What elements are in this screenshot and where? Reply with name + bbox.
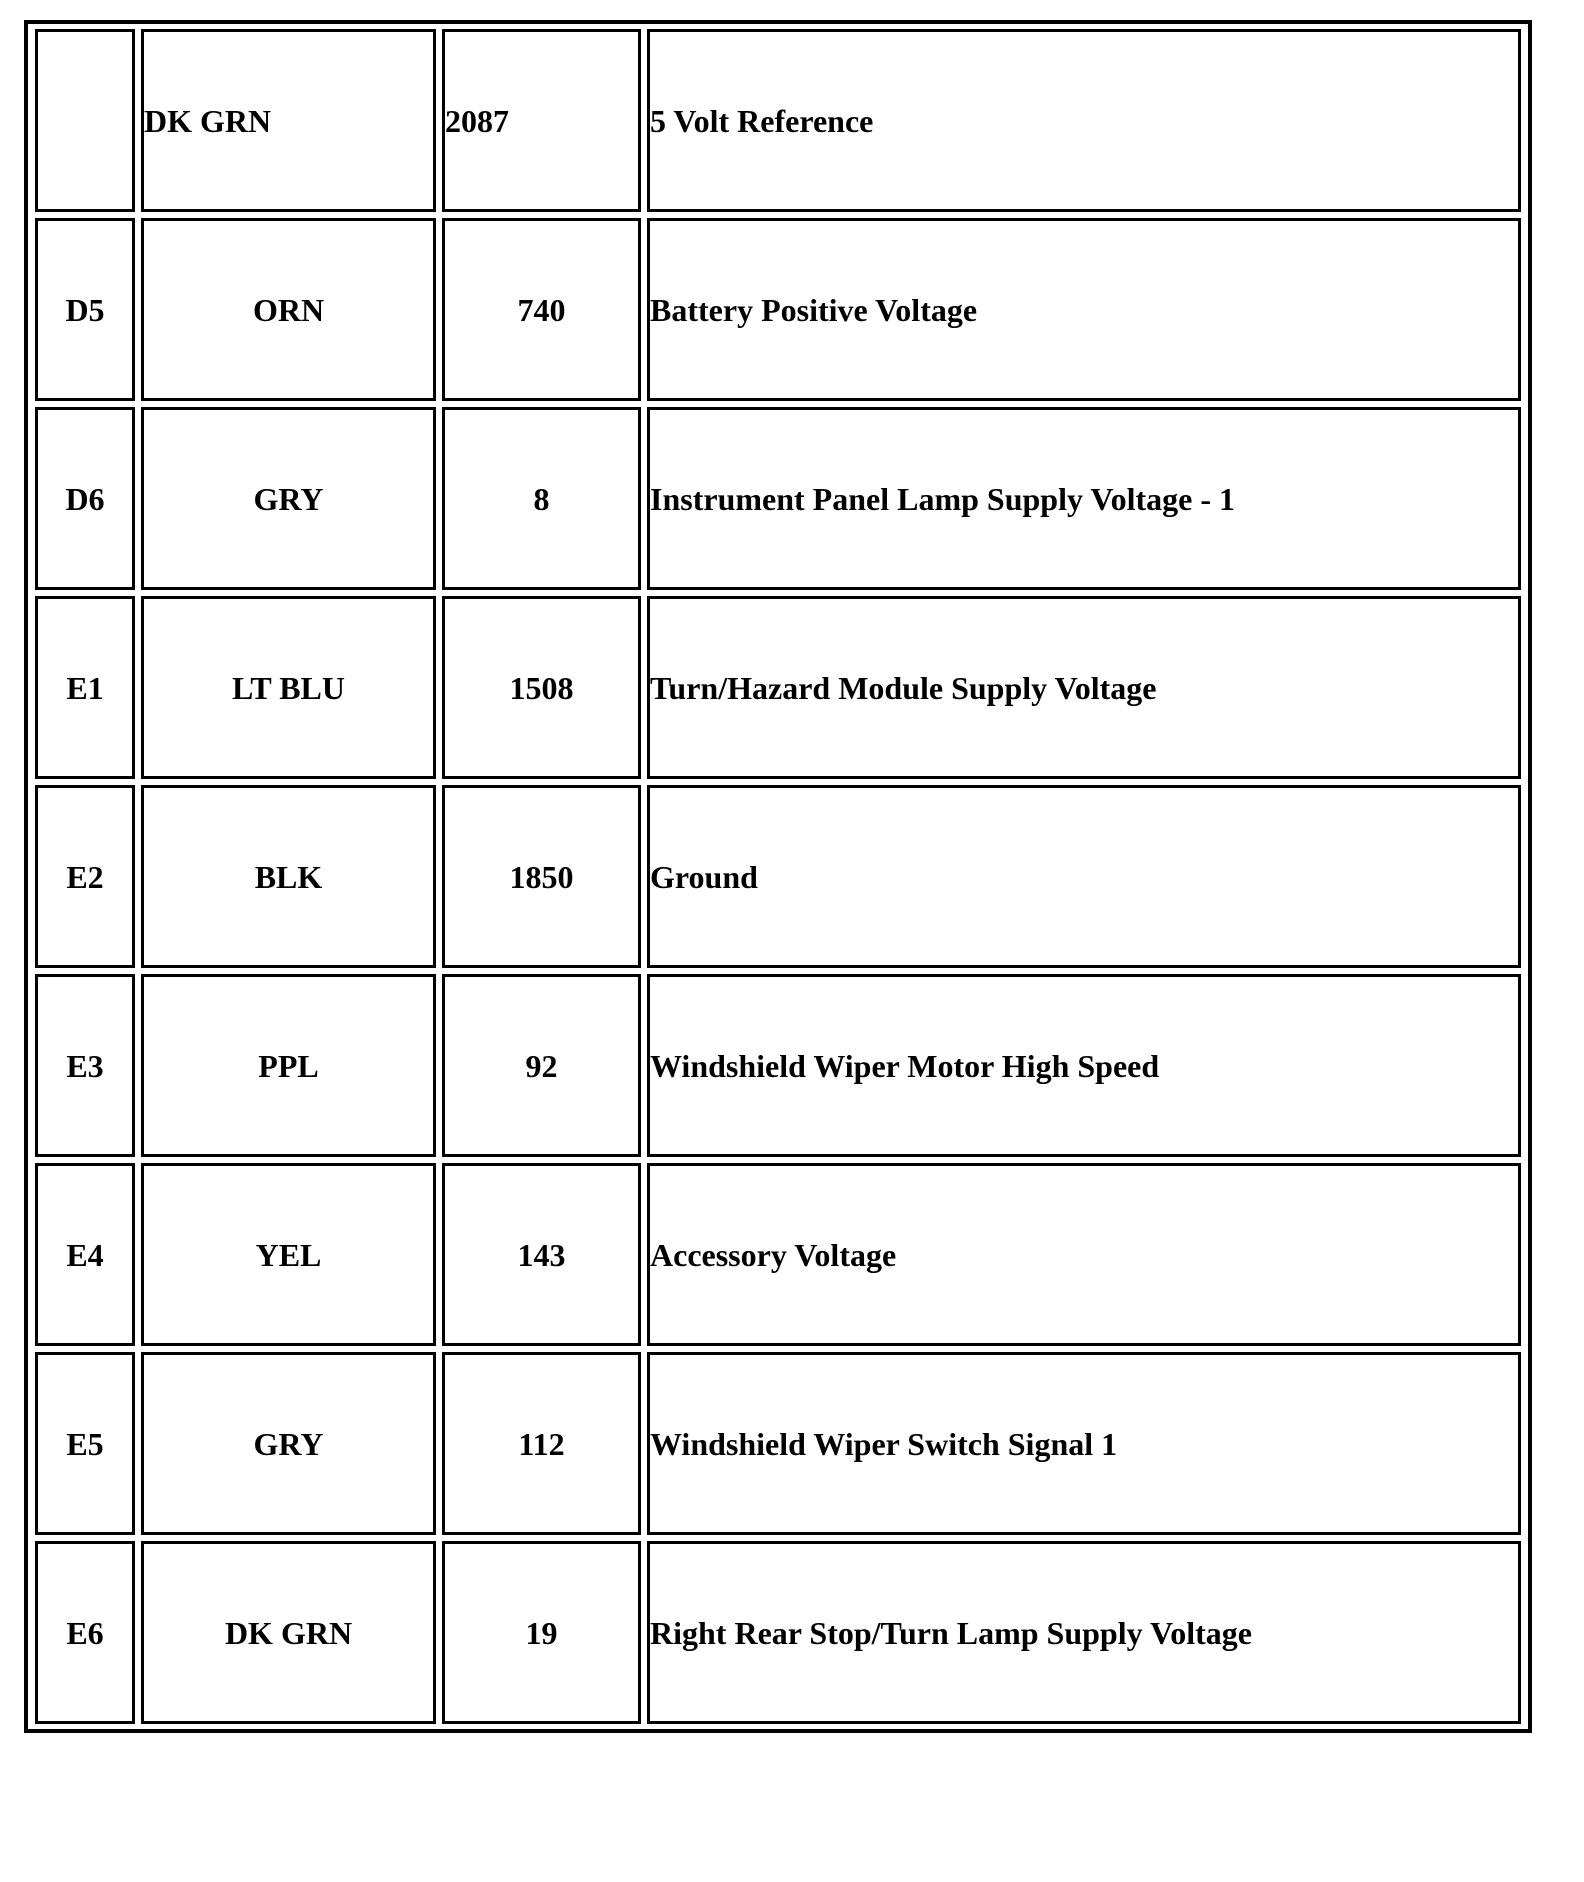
pin-cell: E4 <box>35 1163 135 1346</box>
function-cell: Right Rear Stop/Turn Lamp Supply Voltage <box>647 1541 1521 1724</box>
wire-color-cell: GRY <box>141 407 436 590</box>
wire-color-cell: GRY <box>141 1352 436 1535</box>
pin-cell: D5 <box>35 218 135 401</box>
circuit-number-cell: 1850 <box>442 785 641 968</box>
circuit-number-cell: 112 <box>442 1352 641 1535</box>
circuit-number-cell: 8 <box>442 407 641 590</box>
pin-cell: E3 <box>35 974 135 1157</box>
table-row <box>35 1352 1521 1535</box>
function-cell: Windshield Wiper Switch Signal 1 <box>647 1352 1521 1535</box>
circuit-number-cell: 92 <box>442 974 641 1157</box>
wire-color-cell: DK GRN <box>141 1541 436 1724</box>
function-cell: Accessory Voltage <box>647 1163 1521 1346</box>
wire-color-cell: BLK <box>141 785 436 968</box>
circuit-number-cell: 740 <box>442 218 641 401</box>
table-row <box>35 29 1521 212</box>
pin-cell <box>35 29 135 212</box>
wire-color-cell: LT BLU <box>141 596 436 779</box>
circuit-number-cell: 2087 <box>442 29 641 212</box>
circuit-number-cell: 143 <box>442 1163 641 1346</box>
function-cell: Battery Positive Voltage <box>647 218 1521 401</box>
function-cell: Turn/Hazard Module Supply Voltage <box>647 596 1521 779</box>
pin-cell: D6 <box>35 407 135 590</box>
wire-color-cell: ORN <box>141 218 436 401</box>
table-row <box>35 218 1521 401</box>
wire-color-cell: DK GRN <box>141 29 436 212</box>
wire-color-cell: PPL <box>141 974 436 1157</box>
function-cell: Instrument Panel Lamp Supply Voltage - 1 <box>647 407 1521 590</box>
function-cell: 5 Volt Reference <box>647 29 1521 212</box>
circuit-number-cell: 1508 <box>442 596 641 779</box>
connector-pinout-table <box>29 23 1527 1730</box>
wire-color-cell: YEL <box>141 1163 436 1346</box>
table-row <box>35 596 1521 779</box>
pin-cell: E2 <box>35 785 135 968</box>
table-row <box>35 974 1521 1157</box>
circuit-number-cell: 19 <box>442 1541 641 1724</box>
table-row <box>35 785 1521 968</box>
connector-pinout-table-frame <box>24 20 1532 1733</box>
pin-cell: E1 <box>35 596 135 779</box>
function-cell: Ground <box>647 785 1521 968</box>
table-row <box>35 407 1521 590</box>
table-row <box>35 1541 1521 1724</box>
pin-cell: E5 <box>35 1352 135 1535</box>
pin-cell: E6 <box>35 1541 135 1724</box>
table-row <box>35 1163 1521 1346</box>
function-cell: Windshield Wiper Motor High Speed <box>647 974 1521 1157</box>
